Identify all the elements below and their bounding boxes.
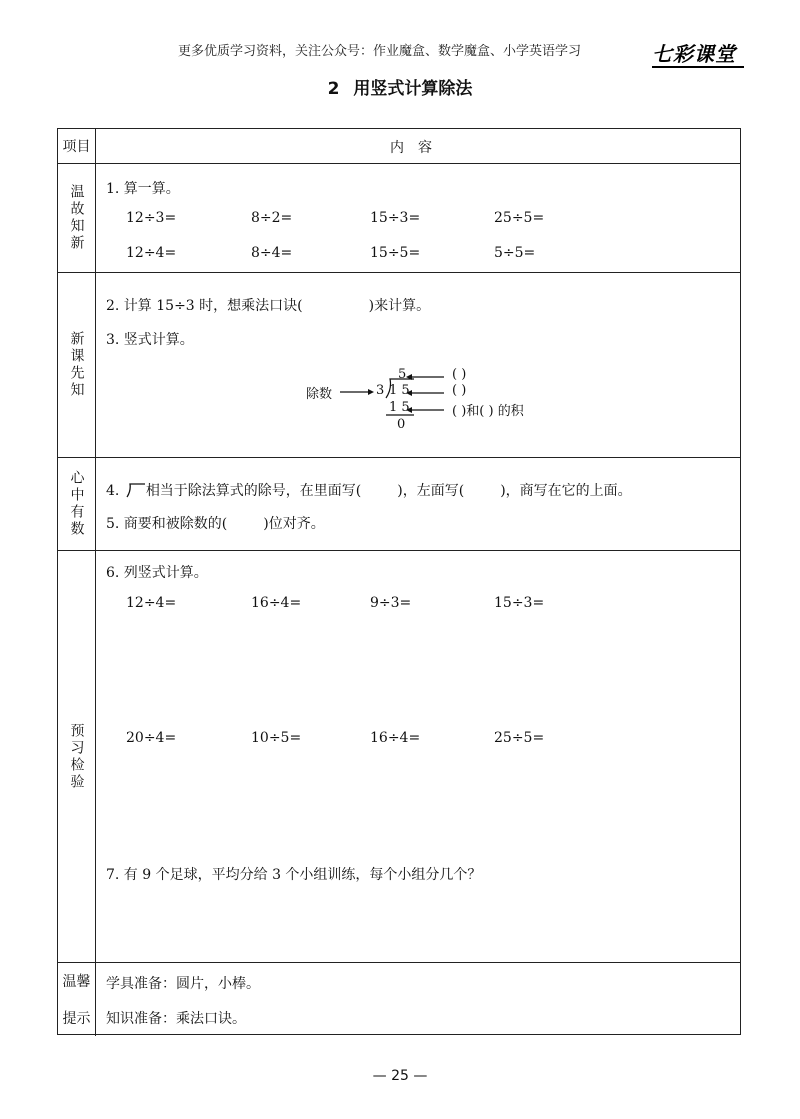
review-eq-4: 25÷5= [494, 210, 545, 226]
lesson-number: 2 [327, 79, 340, 99]
review-eq-5: 12÷4= [126, 245, 177, 261]
check-label: 预习检验 [58, 551, 96, 962]
col-item-header: 项目 [58, 129, 96, 163]
q5-prompt: 5. 商要和被除数的( )位对齐。 [106, 516, 325, 532]
tips-label [58, 963, 96, 1036]
q2-prompt: 2. 计算 15÷3 时，想乘法口诀( )来计算。 [106, 298, 431, 314]
check-eq-3: 9÷3= [370, 595, 412, 611]
col-content-header: 内容 [390, 140, 446, 156]
review-eq-3: 15÷3= [370, 210, 421, 226]
dividend-value: 1 5 [389, 383, 410, 398]
preview-row [58, 273, 740, 458]
blank-dividend: ( ) [452, 383, 467, 398]
review-eq-8: 5÷5= [494, 245, 536, 261]
brand-logo: 七彩课堂 [652, 42, 736, 66]
review-eq-7: 15÷5= [370, 245, 421, 261]
product-value: 1 5 [389, 400, 410, 415]
check-eq-6: 10÷5= [251, 730, 302, 746]
brand-underline [652, 66, 744, 68]
review-label: 温故知新 [58, 164, 96, 272]
header-note: 更多优质学习资料，关注公众号：作业魔盒、数学魔盒、小学英语学习 [178, 44, 582, 59]
review-eq-1: 12÷3= [126, 210, 177, 226]
q1-prompt: 1. 算一算。 [106, 181, 180, 197]
tips-label-bottom: 提示 [62, 1010, 91, 1027]
divisor-label: 除数 [306, 387, 333, 402]
long-division-diagram [306, 369, 546, 439]
divisor-value: 3 [376, 383, 385, 398]
q6-prompt: 6. 列竖式计算。 [106, 565, 208, 581]
worksheet-table [57, 128, 741, 1035]
mind-label: 心中有数 [58, 458, 96, 550]
tips-row [58, 963, 740, 1036]
tips-label-top: 温馨 [62, 974, 91, 991]
check-eq-2: 16÷4= [251, 595, 302, 611]
check-eq-7: 16÷4= [370, 730, 421, 746]
check-row [58, 551, 740, 963]
review-eq-6: 8÷4= [251, 245, 293, 261]
review-eq-2: 8÷2= [251, 210, 293, 226]
check-eq-5: 20÷4= [126, 730, 177, 746]
page-number: — 25 — [372, 1068, 428, 1084]
q7-prompt: 7. 有 9 个足球，平均分给 3 个小组训练，每个小组分几个？ [106, 867, 482, 883]
mind-row [58, 458, 740, 551]
remainder-value: 0 [397, 417, 406, 432]
page-title [0, 74, 800, 99]
check-eq-1: 12÷4= [126, 595, 177, 611]
tips-knowledge: 知识准备：乘法口诀。 [106, 1011, 246, 1027]
check-eq-8: 25÷5= [494, 730, 545, 746]
quotient-value: 5 [398, 367, 407, 382]
review-row [58, 164, 740, 273]
preview-label: 新课先知 [58, 273, 96, 457]
division-bracket-icon [124, 482, 146, 498]
lesson-title: 用竖式计算除法 [353, 79, 473, 99]
check-eq-4: 15÷3= [494, 595, 545, 611]
q4-prompt: 4. 相当于除法算式的除号，在里面写( )，左面写( )，商写在它的上面。 [106, 483, 632, 499]
table-header-row [58, 129, 740, 164]
tips-tools: 学具准备：圆片，小棒。 [106, 976, 260, 992]
blank-quotient: ( ) [452, 367, 467, 382]
blank-product-a: ( )和( ) 的积 [452, 404, 524, 419]
q3-prompt: 3. 竖式计算。 [106, 332, 194, 348]
